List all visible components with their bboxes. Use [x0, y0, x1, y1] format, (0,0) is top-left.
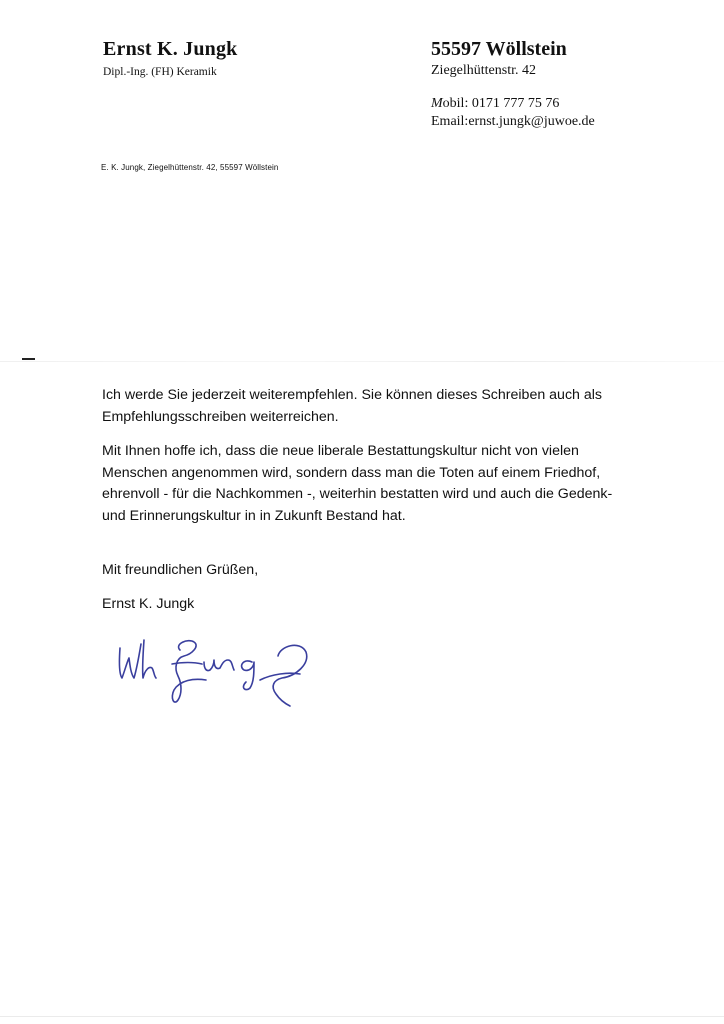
- scan-line: [0, 361, 724, 362]
- sender-city: 55597 Wöllstein: [431, 38, 567, 60]
- sender-mobile: [431, 96, 559, 112]
- mobile-number: obil: 0171 777 75 76: [442, 96, 560, 111]
- closing-salutation: Mit freundlichen Grüßen,: [102, 562, 259, 578]
- paragraph-line: Mit Ihnen hoffe ich, dass die neue liberale Bestattungskultur nicht von vielen: [102, 443, 579, 459]
- body-paragraph-1: [102, 385, 662, 428]
- return-address: E. K. Jungk, Ziegelhüttenstr. 42, 55597 Wöllstein: [101, 163, 279, 172]
- paragraph-line: Empfehlungsschreiben weiterreichen.: [102, 408, 339, 425]
- page-bottom-line: [0, 1016, 724, 1017]
- sender-street: Ziegelhüttenstr. 42: [431, 63, 536, 78]
- mobile-initial: M: [431, 96, 443, 111]
- sender-name: Ernst K. Jungk: [103, 38, 238, 60]
- paragraph-line: Ich werde Sie jederzeit weiterempfehlen. Sie können dieses Schreiben auch als: [102, 387, 603, 403]
- handwritten-signature: [110, 628, 320, 710]
- fold-mark: [22, 358, 35, 360]
- paragraph-line: und Erinnerungskultur in in Zukunft Bestand hat.: [102, 507, 406, 524]
- signer-name: Ernst K. Jungk: [102, 596, 195, 612]
- paragraph-line: Menschen angenommen wird, sondern dass man die Toten auf einem Friedhof,: [102, 464, 601, 481]
- sender-title: Dipl.-Ing. (FH) Keramik: [103, 66, 217, 78]
- body-paragraph-2: [102, 441, 662, 527]
- paragraph-line: ehrenvoll - für die Nachkommen -, weiterhin bestatten wird und auch die Gedenk-: [102, 486, 613, 502]
- sender-email: Email:ernst.jungk@juwoe.de: [431, 114, 595, 129]
